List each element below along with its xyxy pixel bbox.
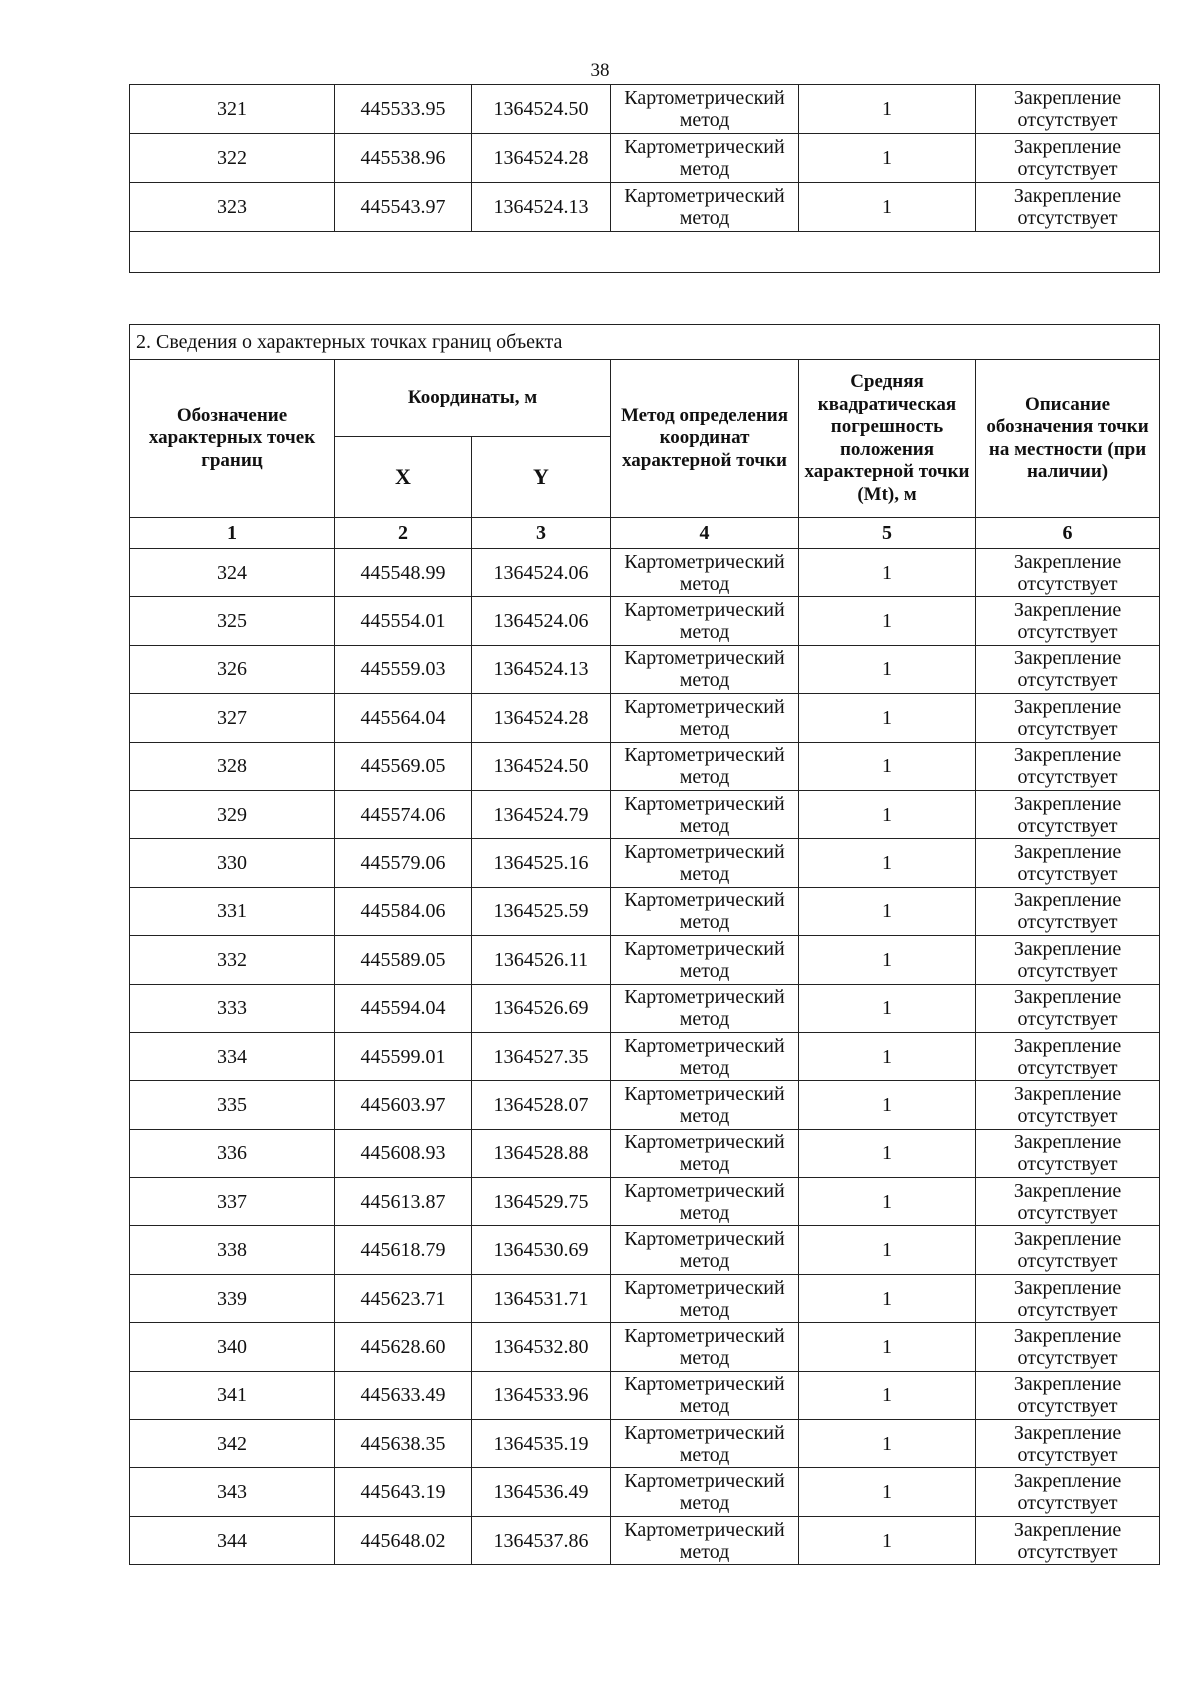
section-title-row [130,325,1160,360]
x-coordinate-cell: 445599.01 [335,1032,472,1080]
description-cell: Закрепление отсутствует [976,887,1160,935]
point-id-cell: 339 [130,1274,335,1322]
header-description: Описание обозначения точки на местности (при наличии) [976,360,1160,518]
description-cell: Закрепление отсутствует [976,936,1160,984]
accuracy-cell: 1 [799,936,976,984]
x-coordinate-cell: 445584.06 [335,887,472,935]
y-coordinate-cell: 1364528.07 [472,1081,611,1129]
description-cell: Закрепление отсутствует [976,1468,1160,1516]
method-cell: Картометрический метод [611,1129,799,1177]
table-row [130,984,1160,1032]
method-cell: Картометрический метод [611,645,799,693]
method-cell: Картометрический метод [611,85,799,134]
x-coordinate-cell: 445533.95 [335,85,472,134]
table-row [130,183,1160,232]
section-title: 2. Сведения о характерных точках границ объекта [130,325,1160,360]
accuracy-cell: 1 [799,742,976,790]
x-coordinate-cell: 445633.49 [335,1371,472,1419]
accuracy-cell: 1 [799,694,976,742]
method-cell: Картометрический метод [611,742,799,790]
table-row [130,1081,1160,1129]
column-number: 3 [472,518,611,549]
point-id-cell: 322 [130,134,335,183]
header-point-designation: Обозначение характерных точек границ [130,360,335,518]
y-coordinate-cell: 1364524.28 [472,694,611,742]
method-cell: Картометрический метод [611,1371,799,1419]
point-id-cell: 343 [130,1468,335,1516]
table-row [130,1032,1160,1080]
y-coordinate-cell: 1364524.28 [472,134,611,183]
accuracy-cell: 1 [799,1178,976,1226]
boundary-points-table [129,324,1160,1565]
description-cell: Закрепление отсутствует [976,1226,1160,1274]
column-number: 6 [976,518,1160,549]
description-cell: Закрепление отсутствует [976,790,1160,838]
method-cell: Картометрический метод [611,1516,799,1564]
x-coordinate-cell: 445554.01 [335,597,472,645]
description-cell: Закрепление отсутствует [976,742,1160,790]
y-coordinate-cell: 1364524.13 [472,645,611,693]
y-coordinate-cell: 1364524.50 [472,85,611,134]
description-cell: Закрепление отсутствует [976,694,1160,742]
method-cell: Картометрический метод [611,790,799,838]
method-cell: Картометрический метод [611,1323,799,1371]
x-coordinate-cell: 445579.06 [335,839,472,887]
x-coordinate-cell: 445623.71 [335,1274,472,1322]
y-coordinate-cell: 1364529.75 [472,1178,611,1226]
description-cell: Закрепление отсутствует [976,597,1160,645]
method-cell: Картометрический метод [611,1468,799,1516]
method-cell: Картометрический метод [611,134,799,183]
header-y: Y [472,437,611,518]
point-id-cell: 333 [130,984,335,1032]
x-coordinate-cell: 445608.93 [335,1129,472,1177]
table-row [130,85,1160,134]
accuracy-cell: 1 [799,1323,976,1371]
y-coordinate-cell: 1364535.19 [472,1420,611,1468]
accuracy-cell: 1 [799,1371,976,1419]
point-id-cell: 340 [130,1323,335,1371]
x-coordinate-cell: 445569.05 [335,742,472,790]
table-row [130,839,1160,887]
table-row [130,645,1160,693]
method-cell: Картометрический метод [611,1226,799,1274]
accuracy-cell: 1 [799,1274,976,1322]
table-row [130,887,1160,935]
method-cell: Картометрический метод [611,1420,799,1468]
y-coordinate-cell: 1364533.96 [472,1371,611,1419]
column-number: 2 [335,518,472,549]
x-coordinate-cell: 445538.96 [335,134,472,183]
accuracy-cell: 1 [799,1129,976,1177]
description-cell: Закрепление отсутствует [976,183,1160,232]
column-number-row [130,518,1160,549]
y-coordinate-cell: 1364526.69 [472,984,611,1032]
description-cell: Закрепление отсутствует [976,839,1160,887]
accuracy-cell: 1 [799,1420,976,1468]
y-coordinate-cell: 1364537.86 [472,1516,611,1564]
y-coordinate-cell: 1364525.59 [472,887,611,935]
accuracy-cell: 1 [799,85,976,134]
point-id-cell: 332 [130,936,335,984]
method-cell: Картометрический метод [611,839,799,887]
accuracy-cell: 1 [799,645,976,693]
point-id-cell: 337 [130,1178,335,1226]
accuracy-cell: 1 [799,1081,976,1129]
table-row [130,1420,1160,1468]
table-row [130,1468,1160,1516]
point-id-cell: 335 [130,1081,335,1129]
description-cell: Закрепление отсутствует [976,1129,1160,1177]
empty-row [130,232,1160,273]
y-coordinate-cell: 1364524.79 [472,790,611,838]
continuation-table [129,84,1160,273]
accuracy-cell: 1 [799,134,976,183]
boundary-points-body [130,549,1160,1565]
point-id-cell: 330 [130,839,335,887]
x-coordinate-cell: 445648.02 [335,1516,472,1564]
description-cell: Закрепление отсутствует [976,645,1160,693]
y-coordinate-cell: 1364532.80 [472,1323,611,1371]
method-cell: Картометрический метод [611,549,799,597]
y-coordinate-cell: 1364526.11 [472,936,611,984]
y-coordinate-cell: 1364524.50 [472,742,611,790]
description-cell: Закрепление отсутствует [976,85,1160,134]
header-method: Метод определения координат характерной точки [611,360,799,518]
header-coordinates: Координаты, м [335,360,611,437]
x-coordinate-cell: 445564.04 [335,694,472,742]
point-id-cell: 328 [130,742,335,790]
x-coordinate-cell: 445643.19 [335,1468,472,1516]
empty-cell [130,232,1160,273]
point-id-cell: 338 [130,1226,335,1274]
description-cell: Закрепление отсутствует [976,1516,1160,1564]
method-cell: Картометрический метод [611,1178,799,1226]
accuracy-cell: 1 [799,839,976,887]
method-cell: Картометрический метод [611,887,799,935]
x-coordinate-cell: 445613.87 [335,1178,472,1226]
method-cell: Картометрический метод [611,597,799,645]
column-number: 5 [799,518,976,549]
point-id-cell: 334 [130,1032,335,1080]
y-coordinate-cell: 1364528.88 [472,1129,611,1177]
table-row [130,549,1160,597]
point-id-cell: 342 [130,1420,335,1468]
table-row [130,597,1160,645]
description-cell: Закрепление отсутствует [976,1274,1160,1322]
accuracy-cell: 1 [799,1032,976,1080]
table-row [130,742,1160,790]
continuation-table-body [130,85,1160,232]
x-coordinate-cell: 445628.60 [335,1323,472,1371]
table-row [130,790,1160,838]
description-cell: Закрепление отсутствует [976,134,1160,183]
page-number: 38 [590,60,610,81]
point-id-cell: 331 [130,887,335,935]
method-cell: Картометрический метод [611,1274,799,1322]
point-id-cell: 321 [130,85,335,134]
column-number: 1 [130,518,335,549]
x-coordinate-cell: 445594.04 [335,984,472,1032]
y-coordinate-cell: 1364524.06 [472,597,611,645]
table-row [130,1323,1160,1371]
accuracy-cell: 1 [799,597,976,645]
x-coordinate-cell: 445543.97 [335,183,472,232]
y-coordinate-cell: 1364536.49 [472,1468,611,1516]
table-row [130,1274,1160,1322]
header-accuracy: Средняя квадратическая погрешность положения характерной точки (Mt), м [799,360,976,518]
accuracy-cell: 1 [799,1468,976,1516]
accuracy-cell: 1 [799,1226,976,1274]
description-cell: Закрепление отсутствует [976,1081,1160,1129]
x-coordinate-cell: 445618.79 [335,1226,472,1274]
description-cell: Закрепление отсутствует [976,1371,1160,1419]
point-id-cell: 325 [130,597,335,645]
table-row [130,1371,1160,1419]
y-coordinate-cell: 1364524.06 [472,549,611,597]
method-cell: Картометрический метод [611,1032,799,1080]
x-coordinate-cell: 445603.97 [335,1081,472,1129]
table-row [130,694,1160,742]
x-coordinate-cell: 445548.99 [335,549,472,597]
x-coordinate-cell: 445574.06 [335,790,472,838]
header-x: X [335,437,472,518]
table-row [130,1226,1160,1274]
x-coordinate-cell: 445589.05 [335,936,472,984]
description-cell: Закрепление отсутствует [976,1420,1160,1468]
y-coordinate-cell: 1364524.13 [472,183,611,232]
method-cell: Картометрический метод [611,694,799,742]
table-row [130,1129,1160,1177]
description-cell: Закрепление отсутствует [976,1032,1160,1080]
point-id-cell: 329 [130,790,335,838]
table-row [130,1516,1160,1564]
accuracy-cell: 1 [799,549,976,597]
description-cell: Закрепление отсутствует [976,1323,1160,1371]
method-cell: Картометрический метод [611,984,799,1032]
header-row-1 [130,360,1160,437]
y-coordinate-cell: 1364525.16 [472,839,611,887]
table-row [130,936,1160,984]
accuracy-cell: 1 [799,1516,976,1564]
method-cell: Картометрический метод [611,1081,799,1129]
method-cell: Картометрический метод [611,936,799,984]
table-row [130,134,1160,183]
accuracy-cell: 1 [799,984,976,1032]
point-id-cell: 336 [130,1129,335,1177]
point-id-cell: 341 [130,1371,335,1419]
accuracy-cell: 1 [799,887,976,935]
column-number: 4 [611,518,799,549]
y-coordinate-cell: 1364530.69 [472,1226,611,1274]
point-id-cell: 344 [130,1516,335,1564]
description-cell: Закрепление отсутствует [976,984,1160,1032]
method-cell: Картометрический метод [611,183,799,232]
point-id-cell: 323 [130,183,335,232]
point-id-cell: 324 [130,549,335,597]
point-id-cell: 327 [130,694,335,742]
accuracy-cell: 1 [799,183,976,232]
x-coordinate-cell: 445559.03 [335,645,472,693]
accuracy-cell: 1 [799,790,976,838]
x-coordinate-cell: 445638.35 [335,1420,472,1468]
point-id-cell: 326 [130,645,335,693]
y-coordinate-cell: 1364531.71 [472,1274,611,1322]
table-row [130,1178,1160,1226]
y-coordinate-cell: 1364527.35 [472,1032,611,1080]
description-cell: Закрепление отсутствует [976,549,1160,597]
description-cell: Закрепление отсутствует [976,1178,1160,1226]
